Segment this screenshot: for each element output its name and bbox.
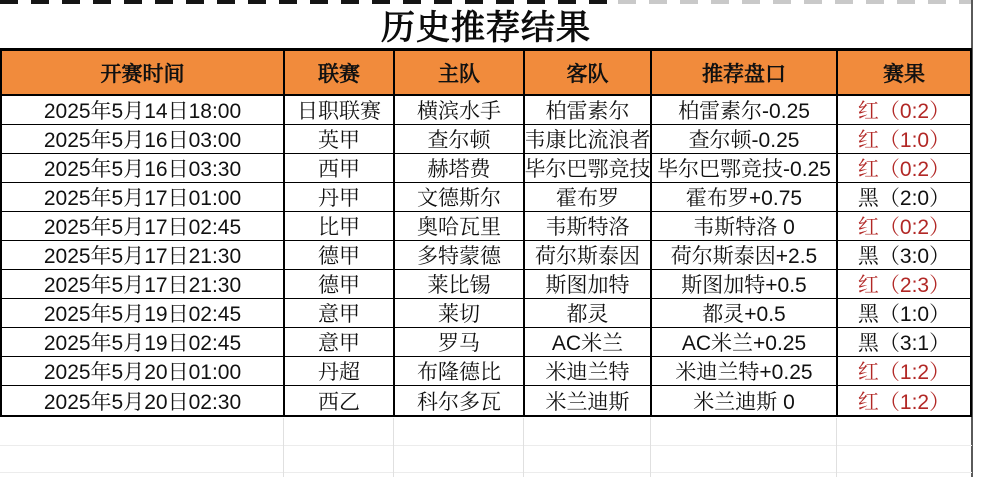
- cell-handicap: 米迪兰特+0.25: [652, 357, 838, 385]
- page-title: 历史推荐结果: [381, 8, 591, 47]
- table-row: [2, 125, 970, 154]
- faint-gridline-vertical: [523, 418, 524, 477]
- cell-home-team: 布隆德比: [395, 357, 525, 385]
- faint-gridline-vertical: [836, 418, 837, 477]
- cell-start-time: 2025年5月14日18:00: [2, 96, 285, 124]
- cell-away-team: 霍布罗: [525, 183, 652, 211]
- cell-league: 意甲: [285, 299, 395, 327]
- cell-start-time: 2025年5月17日21:30: [2, 241, 285, 269]
- cell-home-team: 文德斯尔: [395, 183, 525, 211]
- faint-gridline-horizontal: [0, 472, 972, 473]
- cell-handicap: AC米兰+0.25: [652, 328, 838, 356]
- faint-gridline-vertical: [650, 418, 651, 477]
- cell-home-team: 多特蒙德: [395, 241, 525, 269]
- cell-handicap: 都灵+0.5: [652, 299, 838, 327]
- cell-home-team: 横滨水手: [395, 96, 525, 124]
- cell-away-team: 韦斯特洛: [525, 212, 652, 240]
- cell-away-team: 米兰迪斯: [525, 386, 652, 415]
- results-table: [0, 48, 972, 417]
- table-row: [2, 154, 970, 183]
- cell-home-team: 查尔顿: [395, 125, 525, 153]
- table-row: [2, 183, 970, 212]
- cell-result: 红（1:2）: [857, 390, 951, 414]
- cell-result: 黑（1:0）: [857, 303, 951, 326]
- cell-result: 黑（2:0）: [857, 187, 951, 210]
- cell-league: 比甲: [285, 212, 395, 240]
- faint-gridline-vertical: [393, 418, 394, 477]
- cell-result: 黑（3:0）: [857, 245, 951, 268]
- cell-away-team: 都灵: [525, 299, 652, 327]
- cell-home-team: 奥哈瓦里: [395, 212, 525, 240]
- cell-handicap: 米兰迪斯 0: [652, 386, 838, 415]
- table-row: [2, 96, 970, 125]
- column-header-league: 联赛: [285, 51, 395, 94]
- cell-away-team: 荷尔斯泰因: [525, 241, 652, 269]
- cell-away-team: 韦康比流浪者: [525, 125, 652, 153]
- cell-handicap: 毕尔巴鄂竞技-0.25: [652, 154, 838, 182]
- cell-handicap: 斯图加特+0.5: [652, 270, 838, 298]
- cell-away-team: 柏雷素尔: [525, 96, 652, 124]
- cell-league: 日职联赛: [285, 96, 395, 124]
- cell-start-time: 2025年5月17日01:00: [2, 183, 285, 211]
- cell-start-time: 2025年5月20日01:00: [2, 357, 285, 385]
- cell-league: 丹超: [285, 357, 395, 385]
- cell-result: 红（0:2）: [857, 100, 951, 123]
- cell-handicap: 荷尔斯泰因+2.5: [652, 241, 838, 269]
- cell-start-time: 2025年5月19日02:45: [2, 328, 285, 356]
- table-row: [2, 241, 970, 270]
- column-header-result: 赛果: [883, 62, 925, 86]
- faint-gridline-horizontal: [0, 445, 972, 446]
- cell-home-team: 罗马: [395, 328, 525, 356]
- cell-home-team: 莱比锡: [395, 270, 525, 298]
- cell-league: 德甲: [285, 241, 395, 269]
- table-body: [2, 96, 970, 415]
- cell-handicap: 霍布罗+0.75: [652, 183, 838, 211]
- column-header-time: 开赛时间: [2, 51, 285, 94]
- cell-result: 红（1:0）: [857, 129, 951, 152]
- column-header-home: 主队: [395, 51, 525, 94]
- cell-start-time: 2025年5月16日03:00: [2, 125, 285, 153]
- table-row: [2, 270, 970, 299]
- cell-home-team: 赫塔费: [395, 154, 525, 182]
- cell-result: 红（0:2）: [857, 216, 951, 239]
- cell-away-team: AC米兰: [525, 328, 652, 356]
- cell-handicap: 柏雷素尔-0.25: [652, 96, 838, 124]
- column-header-handicap: 推荐盘口: [652, 51, 838, 94]
- cell-home-team: 科尔多瓦: [395, 386, 525, 415]
- cell-start-time: 2025年5月17日21:30: [2, 270, 285, 298]
- cell-away-team: 斯图加特: [525, 270, 652, 298]
- table-row: [2, 357, 970, 386]
- cell-result: 黑（3:1）: [857, 332, 951, 355]
- table-row: [2, 212, 970, 241]
- cell-result: 红（0:2）: [857, 158, 951, 181]
- cell-start-time: 2025年5月17日02:45: [2, 212, 285, 240]
- cell-start-time: 2025年5月20日02:30: [2, 386, 285, 415]
- cell-handicap: 韦斯特洛 0: [652, 212, 838, 240]
- column-header-away: 客队: [525, 51, 652, 94]
- table-header-row: [2, 51, 970, 96]
- cell-handicap: 查尔顿-0.25: [652, 125, 838, 153]
- cell-result: 红（1:2）: [857, 361, 951, 384]
- cell-league: 西甲: [285, 154, 395, 182]
- cell-away-team: 米迪兰特: [525, 357, 652, 385]
- cell-league: 英甲: [285, 125, 395, 153]
- table-row: [2, 299, 970, 328]
- cell-home-team: 莱切: [395, 299, 525, 327]
- table-row: [2, 328, 970, 357]
- cell-start-time: 2025年5月19日02:45: [2, 299, 285, 327]
- cell-league: 丹甲: [285, 183, 395, 211]
- table-row: [2, 386, 970, 415]
- faint-gridline-vertical: [283, 418, 284, 477]
- cell-league: 德甲: [285, 270, 395, 298]
- cell-result: 红（2:3）: [857, 274, 951, 297]
- cell-league: 西乙: [285, 386, 395, 415]
- cell-away-team: 毕尔巴鄂竞技: [525, 154, 652, 182]
- cell-start-time: 2025年5月16日03:30: [2, 154, 285, 182]
- cell-league: 意甲: [285, 328, 395, 356]
